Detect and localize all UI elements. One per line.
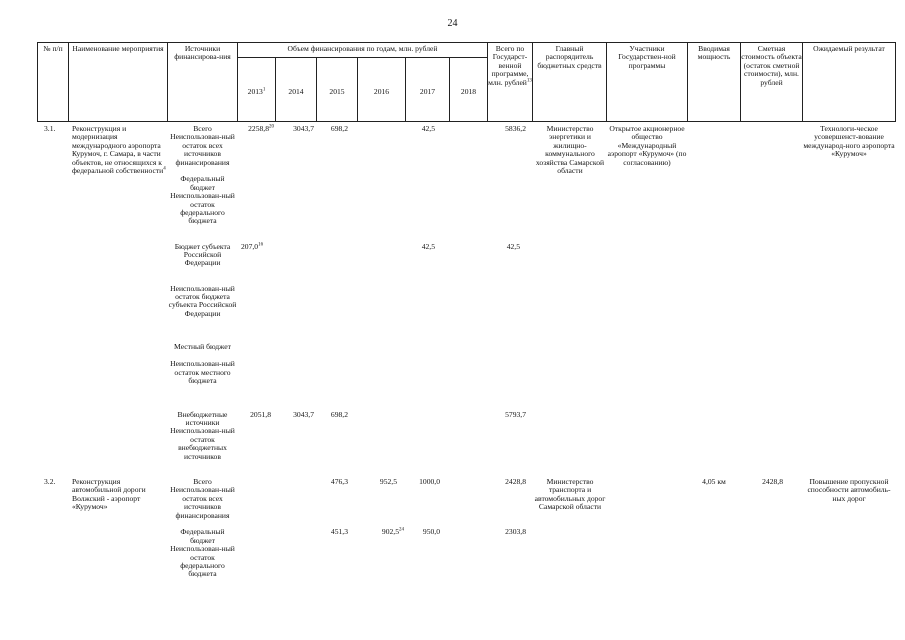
value-2015: 451,3 (330, 527, 348, 537)
value-2013: 207,0$^{16}$ (241, 241, 264, 251)
value-2014: 3043,7 (293, 409, 314, 419)
value-2013: 2051,8 (250, 409, 271, 419)
program-participants: Открытое акционерное общество «Международный аэропорт «Курумоч» (по согласованию) (607, 124, 687, 167)
header-measure: Наименование мероприятия (72, 44, 164, 53)
header-2016: 2016 (373, 87, 390, 96)
value-2017: 42,5 (421, 241, 435, 251)
value-2015: 698,2 (330, 124, 348, 133)
header-2015: 2015 (329, 87, 345, 96)
value-2016: 952,5 (379, 477, 397, 486)
header-result: Ожидаемый результат (813, 44, 885, 53)
source-label: Всего (193, 477, 212, 486)
source-label: Неиспользован-ный остаток федерального бюджета (170, 544, 235, 579)
source-label: Бюджет субъекта Российской Федерации (174, 241, 231, 268)
value-2017: 950,0 (422, 527, 440, 537)
header-num: № п/п (43, 44, 63, 53)
value-2016: 902,5$^{24}$ (381, 527, 404, 537)
header-participants: Участники Государствен-ной программы (618, 44, 676, 70)
row-number: 3.2. (44, 477, 56, 486)
value-2015: 698,2 (330, 409, 348, 419)
col-divider (802, 42, 803, 122)
expected-result: Повышение пропускной способности автомобиль-ных дорог (807, 477, 891, 503)
value-2017: 42,5 (421, 124, 435, 133)
header-funding-group: Объем финансирования по годам, млн. рублей (287, 44, 438, 53)
header-source: Источники финансирова-ния (174, 44, 231, 62)
source-label: Местный бюджет (174, 342, 231, 352)
budget-manager: Министерство энергетики и жилищно-коммунального хозяйства Самарской области (535, 124, 605, 176)
table-right-border (895, 42, 896, 122)
source-label: Федеральный бюджет (180, 174, 225, 192)
source-label: Внебюджетные источники (177, 409, 228, 427)
measure-name: Реконструкция и модернизация международного аэропорта Курумоч, г. Самара, в части объектов, не относящихся к федеральной собственности$^4$ (72, 124, 166, 176)
value-2014: 3043,7 (293, 124, 314, 133)
value-total: 5836,2 (505, 124, 526, 133)
value-total: 2428,8 (505, 477, 526, 486)
value-2015: 476,3 (330, 477, 348, 486)
page-number: 24 (447, 18, 458, 29)
header-2018: 2018 (460, 87, 477, 96)
col-divider (68, 42, 69, 122)
source-label: Неиспользован-ный остаток внебюджетных источников (170, 426, 235, 461)
value-total: 2303,8 (505, 527, 526, 537)
header-2013: 2013$^1$ (247, 87, 266, 96)
table-top-border (37, 42, 895, 43)
source-label: Неиспользован-ный остаток всех источников финансирования (170, 485, 235, 520)
header-capacity: Вводимая мощность (697, 44, 731, 62)
header-bottom-border (37, 121, 895, 122)
source-label: Неиспользован-ный остаток всех источников финансирования (170, 132, 235, 167)
header-manager: Главный распорядитель бюджетных средств (537, 44, 602, 70)
measure-name: Реконструкция автомобильной дороги Волжский - аэропорт «Курумоч» (72, 477, 146, 512)
source-label: Всего (193, 124, 212, 133)
source-label: Неиспользован-ный остаток местного бюджета (170, 359, 235, 385)
header-2014: 2014 (288, 87, 304, 96)
value-2017: 1000,0 (419, 477, 440, 486)
value-2013: 2258,8$^{20}$ (248, 124, 274, 133)
table-left-border (37, 42, 38, 122)
header-cost: Сметная стоимость объекта (остаток сметной стоимости), млн. рублей (741, 44, 802, 87)
col-divider (237, 42, 238, 122)
header-total: Всего по Государст-венной программе, млн. рублей$^{13}$ (488, 44, 532, 87)
cost-value: 2428,8 (762, 477, 783, 486)
expected-result: Технологи-ческое усовершенст-вование международ-ного аэропорта «Курумоч» (803, 124, 895, 159)
capacity-value: 4,05 км (702, 477, 726, 486)
source-label: Неиспользован-ный остаток бюджета субъекта Российской Федерации (168, 283, 237, 318)
source-label: Неиспользован-ный остаток федерального бюджета (170, 191, 235, 226)
budget-manager: Министерство транспорта и автомобильных дорог Самарской области (534, 477, 606, 512)
value-total: 5793,7 (505, 409, 526, 419)
source-label: Федеральный бюджет (180, 527, 225, 545)
header-2017: 2017 (419, 87, 436, 96)
row-number: 3.1. (44, 124, 56, 133)
value-total: 42,5 (506, 241, 520, 251)
